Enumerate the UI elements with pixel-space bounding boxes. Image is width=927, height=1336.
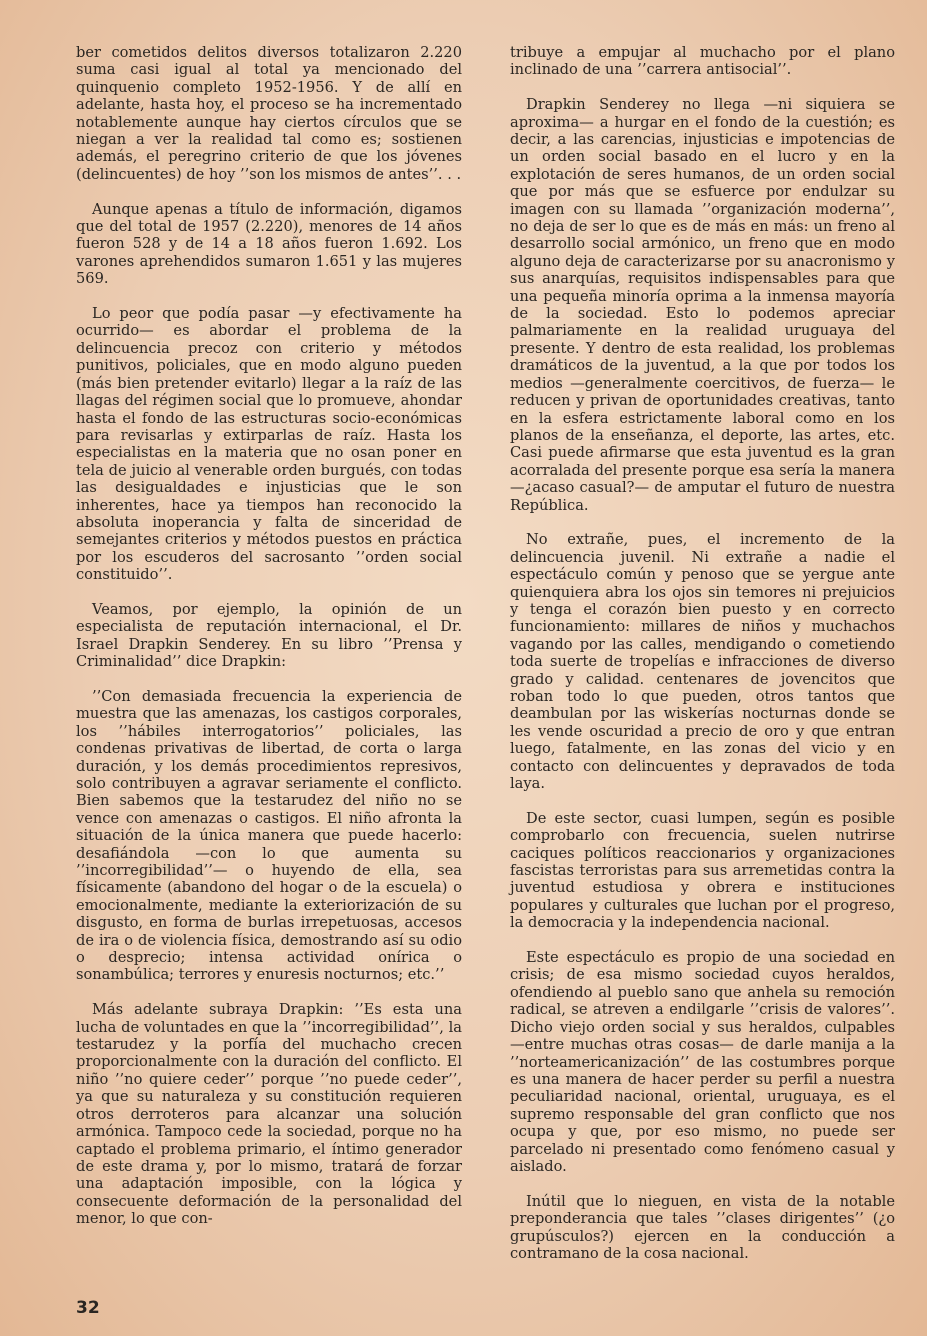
paragraph: No extrañe, pues, el incremento de la delincuencia juvenil. Ni extrañe a nadie el espectáculo común y penoso que se yergue ante quienquiera abra los ojos sin temores ni prejuicios y tenga el corazón bien puesto y en correcto funcionamiento: millares de niños y muchachos vagando por las calles, mendigando o cometiendo toda suerte de tropelías e infracciones de diverso grado y calidad. centenares de jovencitos que roban todo lo que pueden, otros tantos que deambulan por las wiskerías nocturnas donde se les vende oscuridad a precio de oro y que entran luego, fatalmente, en las zonas del vicio y en contacto con delincuentes y depravados de toda laya.	[510, 531, 895, 793]
paragraph: Este espectáculo es propio de una sociedad en crisis; de esa mismo sociedad cuyos heraldos, ofendiendo al pueblo sano que anhela su remoción radical, se atreven a endilgarle ’’crisis de valores’’. Dicho viejo orden social y sus heraldos, culpables —entre muchas otras cosas— de darle manija a la ’’norteamericanización’’ de las costumbres porque es una manera de hacer perder su perfil a nuestra peculiaridad nacional, oriental, uruguaya, es el supremo responsable del gran conflicto que nos ocupa y que, por eso mismo, no puede ser parcelado ni presentado como fenómeno casual y aislado.	[510, 949, 895, 1175]
paragraph: ber cometidos delitos diversos totalizaron 2.220 suma casi igual al total ya mencionado del quinquenio completo 1952-1956. Y de allí en adelante, hasta hoy, el proceso se ha incrementado notablemente aunque hay ciertos círculos que se niegan a ver la realidad tal como es; sostienen además, el peregrino criterio de que los jóvenes (delincuentes) de hoy ’’son los mismos de antes’’. . .	[76, 44, 462, 183]
paragraph: Drapkin Senderey no llega —ni siquiera se aproxima— a hurgar en el fondo de la cuestión; es decir, a las carencias, injusticias e impotencias de un orden social basado en el lucro y en la explotación de seres humanos, de un orden social que por más que se esfuerce por endulzar su imagen con su llamada ’’organización moderna’’, no deja de ser lo que es de más en más: un freno al desarrollo social armónico, un freno que en modo alguno deja de caracterizarse por su anacronismo y sus anarquías, requisitos indispensables para que una pequeña minoría oprima a la inmensa mayoría de la sociedad. Esto lo podemos apreciar palmariamente en la realidad uruguaya del presente. Y dentro de esta realidad, los problemas dramáticos de la juventud, a la que por todos los medios —generalmente coercitivos, de fuerza— le reducen y privan de oportunidades creativas, tanto en la esfera estrictamente laboral como en los planos de la enseñanza, el deporte, las artes, etc. Casi puede afirmarse que esta juventud es la gran acorralada del presente porque esa sería la manera —¿acaso casual?— de amputar el futuro de nuestra República.	[510, 96, 895, 514]
quote-paragraph: ’’Con demasiada frecuencia la experiencia de muestra que las amenazas, los castigos corporales, los ’’hábiles interrogatorios’’ policiales, las condenas privativas de libertad, de corta o larga duración, y los demás procedimientos represivos, solo contribuyen a agravar seriamente el conflicto. Bien sabemos que la testarudez del niño no se vence con amenazas o castigos. El niño afronta la situación de la única manera que puede hacerlo: desafiándola —con lo que aumenta su ’’incorregibilidad’’— o huyendo de ella, sea físicamente (abandono del hogar o de la escuela) o emocionalmente, mediante la exteriorización de su disgusto, en forma de burlas irrepetuosas, accesos de ira o de violencia física, demostrando así su odio o desprecio; intensa actividad onírica o sonambúlica; terrores y enuresis nocturnos; etc.’’	[76, 687, 462, 984]
right-column	[510, 44, 895, 1280]
paragraph: tribuye a empujar al muchacho por el plano inclinado de una ’’carrera antisocial’’.	[510, 44, 895, 79]
paragraph: Inútil que lo nieguen, en vista de la notable preponderancia que tales ’’clases dirigentes’’ (¿o grupúsculos?) ejercen en la conducción a contramano de la cosa nacional.	[510, 1192, 895, 1262]
paragraph: Más adelante subraya Drapkin: ’’Es esta una lucha de voluntades en que la ’’incorregibilidad’’, la testarudez y la porfía del muchacho crecen proporcionalmente con la duración del conflicto. El niño ’’no quiere ceder’’ porque ’’no puede ceder’’, ya que su naturaleza y su constitución requieren otros derroteros para alcanzar una solución armónica. Tampoco cede la sociedad, porque no ha captado el problema primario, el íntimo generador de este drama y, por lo mismo, tratará de forzar una adaptación imposible, con la lógica y consecuente deformación de la personalidad del menor, lo que con-	[76, 1001, 462, 1228]
paragraph: Veamos, por ejemplo, la opinión de un especialista de reputación internacional, el Dr. Israel Drapkin Senderey. En su libro ’’Prensa y Criminalidad’’ dice Drapkin:	[76, 600, 462, 671]
paragraph: De este sector, cuasi lumpen, según es posible comprobarlo con frecuencia, suelen nutrirse caciques políticos reaccionarios y organizaciones fascistas terroristas para sus arremetidas contra la juventud estudiosa y obrera e instituciones populares y culturales que luchan por el progreso, la democracia y la independencia nacional.	[510, 809, 895, 932]
paragraph: Lo peor que podía pasar —y efectivamente ha ocurrido— es abordar el problema de la delincuencia precoz con criterio y métodos punitivos, policiales, que en modo alguno pueden (más bien pretender evitarlo) llegar a la raíz de las llagas del régimen social que lo promueve, ahondar hasta el fondo de las estructuras socio-económicas para revisarlas y extirparlas de raíz. Hasta los especialistas en la materia que no osan poner en tela de juicio al venerable orden burgués, con todas las desigualdades e injusticias que le son inherentes, hace ya tiempos han reconocido la absoluta inoperancia y falta de sinceridad de semejantes criterios y métodos puestos en práctica por los escuderos del sacrosanto ’’orden social constituido’’.	[76, 305, 462, 584]
left-column	[76, 44, 462, 1245]
paragraph: Aunque apenas a título de información, digamos que del total de 1957 (2.220), menores de 14 años fueron 528 y de 14 a 18 años fueron 1.692. Los varones aprehendidos sumaron 1.651 y las mujeres 569.	[76, 200, 462, 288]
page-number: 32	[76, 1298, 100, 1318]
